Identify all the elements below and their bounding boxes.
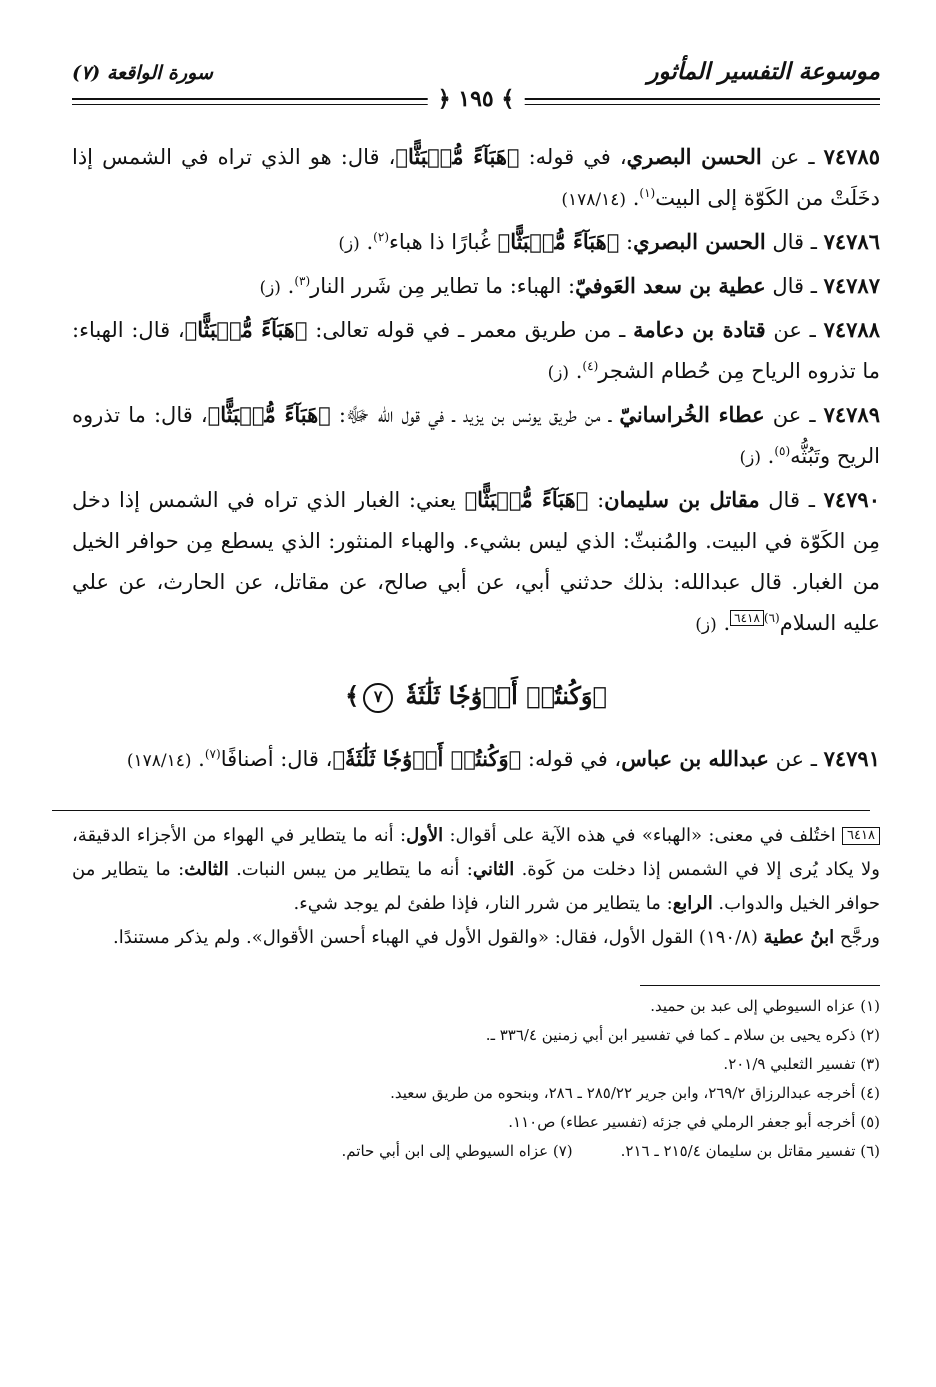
opinion-label: الثاني [472,859,515,880]
entry-text: ، قال: ما تذروه الريح وتَبُثُّه [72,403,880,468]
commentary-text: اختُلف في معنى: «الهباء» في هذه الآية على أقوال: [443,825,843,846]
narration-entry [72,394,880,479]
entry-pretext: ـ من طريق يونس بن يزيد ـ في قول الله ﷻ: [330,403,620,427]
source-reference: (١٧٨/١٤) [561,190,627,210]
commentary-text: (١٩٠/٨) القول الأول، فقال: «والقول الأول في الهباء أحسن الأقوال». ولم يذكر مستندًا. [113,927,764,948]
opinion-label: الرابع [672,893,713,914]
verse-close: ﴾ [345,681,360,710]
narration-entry [72,221,880,265]
footnote-divider [640,985,880,986]
source-reference: (ز) [695,615,717,635]
footnote-marker: (٧) [204,747,221,761]
entry-pretext: : [619,230,634,254]
commentary-text: : ما يتطاير من شرر النار، فإذا طفئ لم يوجد شيء. [293,893,673,914]
quran-quote: ﴿هَبَآءً مُّنۢبَثًّا﴾ [497,229,620,254]
scholar-name: ابنُ عطية [763,927,835,948]
footnote-marker: (٥) [774,444,791,458]
commentary-text: ورجَّح [834,927,880,948]
entry-text: ، قال: الهباء: ما تذروه الرياح مِن حُطام الشجر [72,318,880,383]
page-number: ١٩٥ [458,86,494,112]
verse-text: ﴿وَكُنتُمۡ أَزۡوَٰجٗا ثَلَٰثَةٗ [405,681,607,710]
entry-pretext: ، في قوله: [521,747,622,771]
source-reference: (ز) [338,234,360,254]
entry-connector: ـ عن [765,318,824,342]
quran-quote: ﴿هَبَآءً مُّنۢبَثًّا﴾ [395,144,520,169]
quran-quote: ﴿هَبَآءً مُّنۢبَثًّا﴾ [464,487,589,512]
footnote-marker: (١) [639,186,656,200]
narrator-name: الحسن البصري [633,229,766,254]
commentary-text: : أنه ما يتطاير في الهواء من الأجزاء الدقيقة، ولا يكاد يُرى إلا في الشمس إذا دخلت من كَوة. [72,825,880,880]
source-reference: (ز) [259,278,281,298]
narration-entry [72,479,880,646]
source-reference: (ز) [547,363,570,383]
source-reference: (١٧٨/١٤) [126,751,192,771]
narrator-name: عطية بن سعد العَوفيّ [575,273,766,298]
entry-number: ٧٤٧٩١ [823,746,880,771]
entry-connector: ـ قال [765,230,824,254]
narrator-name: عطاء الخُراسانيّ [619,402,765,427]
entry-tail: . [191,747,205,771]
main-text [72,136,880,782]
opinion-label: الأول [406,825,444,846]
commentary-text: : ما يتطاير من حوافر الخيل والدواب. [72,859,880,914]
entry-pretext: ـ من طريق معمر ـ في قوله تعالى: [307,318,634,342]
verse-number-icon: ٧ [363,683,393,713]
narrator-name: مقاتل بن سليمان [604,487,760,512]
commentary-ref-box[interactable]: ٦٤١٨ [730,610,764,626]
entry-connector: ـ عن [761,145,824,169]
entry-tail: . [626,186,640,210]
footnote-row [72,1137,880,1166]
entry-number: ٧٤٧٩٠ [823,487,880,512]
entry-tail: . [569,359,583,383]
entry-text: غُبارًا ذا هباء [389,230,498,254]
entry-number: ٧٤٧٨٥ [823,144,880,169]
entry-number: ٧٤٧٨٧ [823,273,880,298]
entry-connector: ـ عن [764,403,824,427]
book-page [72,54,880,1166]
entry-text: يعني: الغبار الذي تراه في الشمس إذا دخل مِن الكَوّة في البيت. والمُنبثّ: الذي ليس بشيء. والهباء المنثور: الذي يسطع مِن حوافر الخيل من الغبار. قال عبدالله: بذلك حدثني أبي، عن أبي صالح، عن مقاتل، عن الحارث، عن علي عليه السلام [72,488,880,635]
footnote: (٦) تفسير مقاتل بن سليمان ٢١٥/٤ ـ ٢١٦. [620,1142,880,1160]
entry-number: ٧٤٧٨٨ [823,317,880,342]
footnotes [72,992,880,1166]
footnote: (٤) أخرجه عبدالرزاق ٢٦٩/٢، وابن جرير ٢٨٥/٢٢ ـ ٢٨٦، وبنحوه من طريق سعيد. [390,1084,880,1102]
entry-connector: ـ عن [768,747,824,771]
narration-entry [72,265,880,309]
narration-entry [72,136,880,221]
narrator-name: الحسن البصري [626,144,762,169]
opinion-label: الثالث [184,859,229,880]
entry-tail: . [716,611,731,635]
entry-number: ٧٤٧٨٩ [823,402,880,427]
page-number-box [428,86,525,112]
commentary-note [72,819,880,955]
entry-tail: . [280,274,295,298]
entry-text: ، قال: هو الذي تراه في الشمس إذا دخَلَتْ من الكَوّة إلى البيت [72,145,880,210]
footnote: (١) عزاه السيوطي إلى عبد بن حميد. [650,997,880,1015]
narration-entry [72,309,880,394]
narrator-name: عبدالله بن عباس [621,746,769,771]
footnote: (٢) ذكره يحيى بن سلام ـ كما في تفسير ابن أبي زمنين ٣٣٦/٤ ـ. [485,1026,880,1044]
running-header [72,54,880,112]
entry-text: ، قال: أصنافًا [220,747,333,771]
surah-title: سورة الواقعة (٧) [72,62,213,84]
commentary-number-box: ٦٤١٨ [842,827,880,845]
narration-entry [72,738,880,782]
entry-connector: ـ قال [765,274,824,298]
entry-connector: ـ قال [759,488,824,512]
quran-quote: ﴿وَكُنتُمۡ أَزۡوَٰجٗا ثَلَٰثَةٗ﴾ [332,746,522,771]
entry-pretext: ، في قوله: [519,145,627,169]
commentary-text: : أنه ما يتطاير من يبس النبات. [228,859,473,880]
book-title: موسوعة التفسير المأثور [647,58,880,85]
footnote: (٧) عزاه السيوطي إلى ابن أبي حاتم. [341,1142,573,1160]
source-reference: (ز) [739,448,761,468]
quran-quote: ﴿هَبَآءً مُّنۢبَثًّا﴾ [207,402,331,427]
commentary-paragraph [72,921,880,955]
entry-tail: . [760,444,775,468]
quran-quote: ﴿هَبَآءً مُّنۢبَثًّا﴾ [184,317,308,342]
footnote-marker: (٢) [373,230,389,244]
entry-pretext: : [588,488,605,512]
footnote: (٣) تفسير الثعلبي ٢٠١/٩. [723,1055,880,1073]
footnote-marker: (٣) [294,274,311,288]
entry-text: : الهباء: ما تطاير مِن شَرر النار [310,274,576,298]
entry-tail: . [359,230,374,254]
footnote: (٥) أخرجه أبو جعفر الرملي في جزئه (تفسير عطاء) ص١١٠. [508,1113,880,1131]
footnote-marker: (٦) [763,611,780,625]
ornament-left-icon: ﴿ [437,86,451,112]
commentary-divider [52,810,870,811]
commentary-paragraph [72,819,880,921]
ornament-right-icon: ﴾ [501,86,515,112]
verse-heading [72,676,880,716]
entry-number: ٧٤٧٨٦ [823,229,880,254]
narrator-name: قتادة بن دعامة [633,317,766,342]
footnote-marker: (٤) [582,359,599,373]
